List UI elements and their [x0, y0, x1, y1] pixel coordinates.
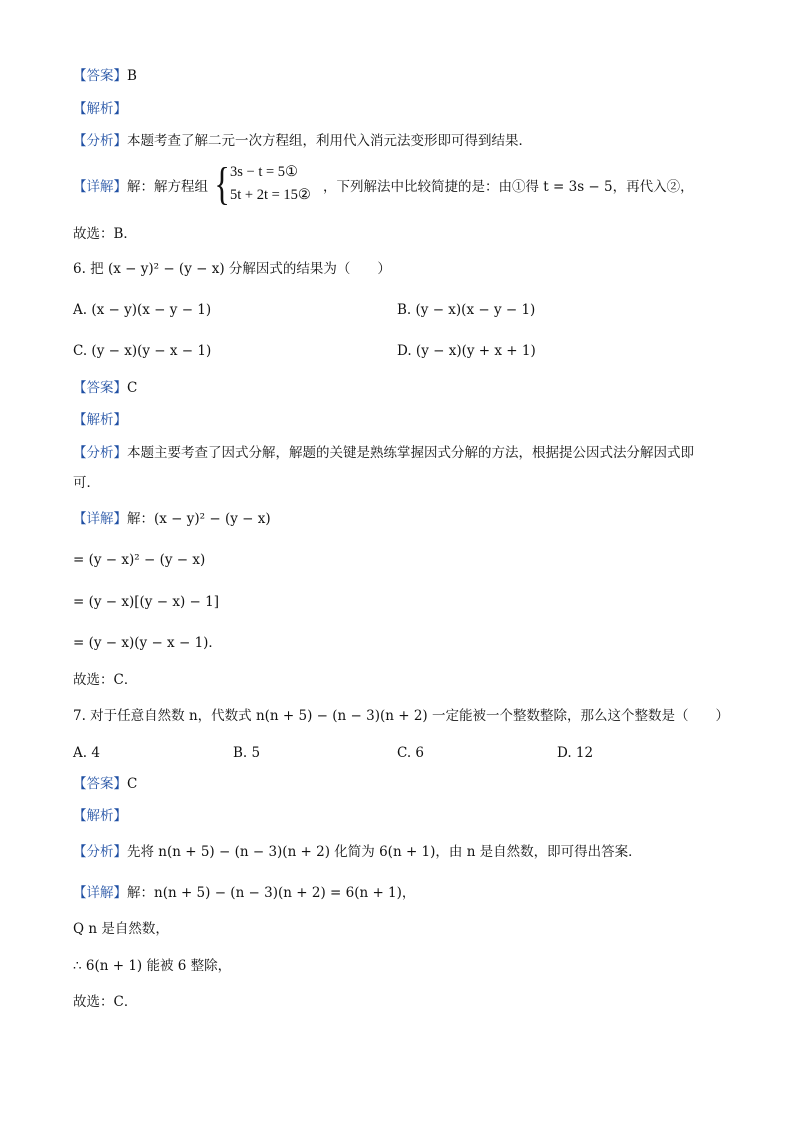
q7-conclusion: 故选：C． [73, 994, 138, 1010]
detail-label: 【详解】 [73, 511, 127, 527]
answer-value: C [127, 776, 138, 792]
system-equation-1: 3s − t = 5① [230, 164, 299, 180]
q7-step-1: Q n 是自然数， [73, 921, 169, 937]
answer-tag: 【答案】 [73, 380, 127, 396]
q6-conclusion: 故选：C． [73, 672, 138, 688]
q6-option-c: C. (y − x)(y − x − 1) [73, 343, 212, 359]
analysis-label: 【分析】 [73, 133, 127, 149]
q6-stem: 6. 把 (x − y)² − (y − x) 分解因式的结果为（ ） [73, 261, 391, 277]
detail-prefix: 解：解方程组 [127, 179, 208, 195]
answer-tag: 【答案】 [73, 776, 127, 792]
answer-value: B [127, 68, 137, 84]
analysis-text: 先将 n(n + 5) − (n − 3)(n + 2) 化简为 6(n + 1)，由 n 是自然数，即可得出答案． [127, 844, 642, 860]
q5-analysis-line [73, 131, 532, 151]
q7-step-2: ∴ 6(n + 1) 能被 6 整除， [73, 958, 232, 974]
analysis-label: 【分析】 [73, 445, 127, 461]
system-equation-2: 5t + 2t = 15② [230, 187, 311, 203]
answer-value: C [127, 380, 138, 396]
answer-tag: 【答案】 [73, 68, 127, 84]
q7-option-d: D. 12 [557, 745, 594, 761]
q7-option-b: B. 5 [233, 745, 261, 761]
q6-option-d: D. (y − x)(y + x + 1) [397, 343, 536, 359]
equation-system-brace: { [214, 158, 230, 209]
detail-text: 解：(x − y)² − (y − x) [127, 511, 271, 527]
analysis-text: 本题主要考查了因式分解，解题的关键是熟练掌握因式分解的方法，根据提公因式法分解因式即 [127, 445, 694, 461]
q7-analysis-tag: 【解析】 [73, 808, 127, 824]
q6-analysis-tag: 【解析】 [73, 412, 127, 428]
q7-answer-line [73, 774, 137, 794]
q6-analysis-line-1 [73, 443, 694, 463]
q6-detail-line [73, 509, 271, 529]
q6-step-3: = (y − x)(y − x − 1)． [73, 635, 222, 651]
detail-text: 解：n(n + 5) − (n − 3)(n + 2) = 6(n + 1)， [127, 885, 416, 901]
q7-detail-line [73, 883, 415, 903]
q6-option-a: A. (x − y)(x − y − 1) [73, 302, 212, 318]
q7-option-c: C. 6 [397, 745, 425, 761]
detail-label: 【详解】 [73, 179, 127, 195]
q6-option-b: B. (y − x)(x − y − 1) [397, 302, 536, 318]
q7-stem: 7. 对于任意自然数 n，代数式 n(n + 5) − (n − 3)(n + 2) 一定能被一个整数整除，那么这个整数是（ ） [73, 708, 729, 724]
q7-analysis-line [73, 842, 642, 862]
detail-label: 【详解】 [73, 885, 127, 901]
analysis-text: 本题考查了解二元一次方程组，利用代入消元法变形即可得到结果． [127, 133, 532, 149]
q6-answer-line [73, 378, 137, 398]
detail-suffix: ，下列解法中比较简捷的是：由①得 t = 3s − 5，再代入②， [323, 179, 694, 195]
q7-option-a: A. 4 [73, 745, 100, 761]
q5-answer-line [73, 66, 137, 86]
q6-step-2: = (y − x)[(y − x) − 1] [73, 594, 219, 610]
analysis-label: 【分析】 [73, 844, 127, 860]
q6-analysis-line-2: 可． [73, 475, 100, 491]
q5-conclusion: 故选：B． [73, 226, 137, 242]
q6-step-1: = (y − x)² − (y − x) [73, 552, 206, 568]
q5-analysis-tag: 【解析】 [73, 101, 127, 117]
